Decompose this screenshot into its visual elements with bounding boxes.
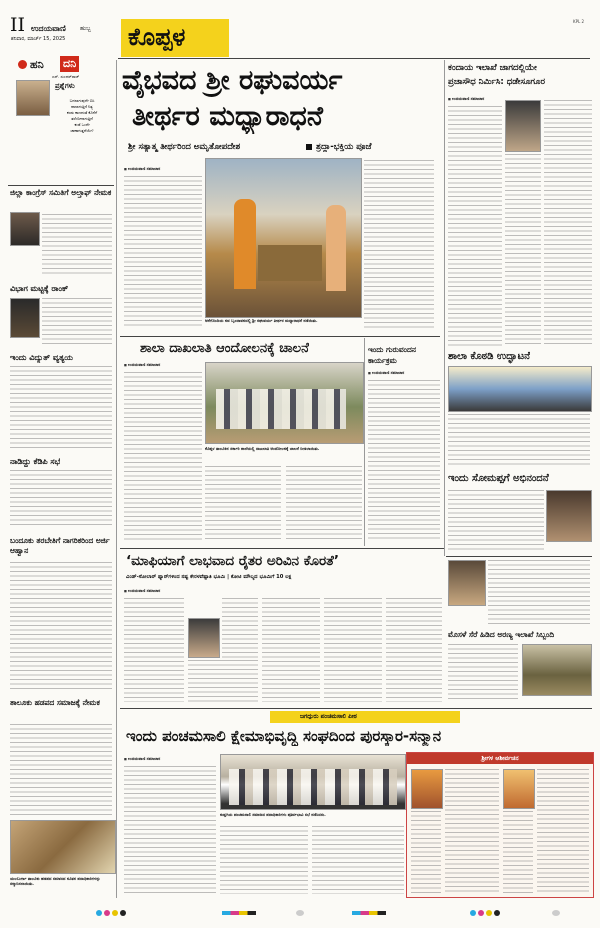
lead-bottom-rule bbox=[120, 336, 440, 337]
print-registration-marks bbox=[0, 908, 600, 922]
right-column-divider bbox=[444, 60, 445, 556]
registration-mark-icon bbox=[470, 910, 476, 916]
bottom-photo bbox=[220, 754, 406, 810]
hani-dani-box bbox=[10, 58, 112, 182]
story1-text bbox=[42, 214, 112, 274]
photo-people bbox=[216, 389, 346, 429]
registration-mark-icon bbox=[478, 910, 484, 916]
right-story3-text bbox=[448, 490, 544, 550]
mafia-text-col4 bbox=[324, 598, 382, 702]
right-story4-headline: ಮೊಸಳೆ ಸೆರೆ ಹಿಡಿದ ಅರಣ್ಯ ಇಲಾಖೆ ಸಿಬ್ಬಂದಿ bbox=[448, 630, 555, 639]
seer-portrait bbox=[411, 769, 443, 809]
mafia-top-rule bbox=[120, 548, 444, 549]
story6-headline: ತಾಲೂಕು ಹಡಪದ ಸಮಾಜಕ್ಕೆ ನೇಮಕ bbox=[10, 698, 100, 707]
bottom-byline: ■ ಉದಯವಾಣಿ ಸಮಾಚಾರ bbox=[124, 756, 160, 761]
seer-portrait bbox=[503, 769, 535, 809]
right-story3-photo bbox=[546, 490, 592, 542]
right-story2-headline: ಶಾಲಾ ಕೊಠಡಿ ಉದ್ಘಾಟನೆ bbox=[448, 351, 531, 362]
poem-line: ಪಾಲಾಗುತ್ತಿದೆ ನಿತ್ಯ bbox=[71, 104, 93, 109]
registration-mark-icon bbox=[104, 910, 110, 916]
corner-code: KPL 2 bbox=[573, 19, 585, 24]
school-photo bbox=[205, 362, 364, 444]
bottom-right-text-4 bbox=[503, 811, 533, 893]
hani-byline: ಎಸ್. ಸುಂದರ್‌ರಾಜ್ bbox=[52, 74, 80, 79]
school-text-col1 bbox=[124, 372, 202, 540]
subhead-separator-icon bbox=[306, 144, 312, 150]
registration-mark-icon bbox=[96, 910, 102, 916]
bottom-kicker: ಜಗದ್ಗುರು ಪಂಚಮಸಾಲಿ ಪೀಠ bbox=[300, 713, 357, 720]
story4-headline: ನಾಡಿದ್ದು ಕೆಡಿಪಿ ಸಭೆ bbox=[10, 457, 61, 466]
lead-headline-line1: ವೈಭವದ ಶ್ರೀ ರಘುವರ್ಯ bbox=[122, 65, 343, 96]
story1-headline: ಜಿಲ್ಲಾ ಕಾಂಗ್ರೆಸ್ ಸಮಿತಿಗೆ ಅಲ್ತಾಫ್ ನೇಮಕ bbox=[10, 188, 112, 197]
right-lead-headline-line1: ಕಂದಾಯ ಇಲಾಖೆ ಜಾಗದಲ್ಲಿಯೇ bbox=[448, 63, 537, 73]
right-story4-text bbox=[448, 644, 518, 702]
school-byline: ■ ಉದಯವಾಣಿ ಸಮಾಚಾರ bbox=[124, 362, 160, 367]
guru-byline: ■ ಉದಯವಾಣಿ ಸಮಾಚಾರ bbox=[368, 370, 404, 375]
bottom-text-col1 bbox=[124, 766, 216, 894]
bottom-kicker-box bbox=[270, 711, 460, 723]
bottom-right-text-2 bbox=[537, 769, 589, 893]
poem-line: ಜಾಣಾಗುತ್ತದೆಯೇ? bbox=[70, 128, 94, 133]
mafia-headline: ‘ಮಾಫಿಯಾಗೆ ಲಾಭವಾದ ರೈತರ ಅರಿವಿನ ಕೊರತೆ’ bbox=[126, 553, 339, 569]
story2-photo bbox=[10, 298, 40, 338]
right-story2-photo bbox=[448, 366, 592, 412]
poem-body bbox=[53, 98, 111, 134]
right-lead-text-col2 bbox=[505, 154, 541, 344]
mafia-text-col2b bbox=[222, 598, 258, 658]
left-column-divider bbox=[116, 60, 117, 898]
date-line: ಶನಿವಾರ, ಮಾರ್ಚ್ 15, 2025 bbox=[11, 36, 66, 42]
poem-line: ಕಂಡೆ ಒಂದೇ bbox=[74, 122, 90, 127]
mafia-text-col2 bbox=[188, 660, 258, 702]
story5-text bbox=[10, 562, 112, 690]
story5-headline: ಬಂದೂಕು ತರಬೇತಿಗೆ ನಾಗರಿಕರಿಂದ ಅರ್ಜಿ ಆಹ್ವಾನ bbox=[10, 536, 110, 555]
photo-figure bbox=[326, 205, 346, 291]
bottom-top-rule bbox=[120, 708, 592, 709]
registration-bar-icon bbox=[222, 911, 256, 915]
registration-mark-icon bbox=[552, 910, 560, 916]
bottom-right-box-title: ಶ್ರೀಗಳ ಆಶೀರ್ವಚನ bbox=[407, 753, 593, 764]
lead-headline-line2: ತೀರ್ಥರ ಮಧ್ಯಾರಾಧನೆ bbox=[132, 101, 323, 132]
middle-divider bbox=[364, 338, 365, 546]
story6-photo bbox=[10, 820, 116, 874]
masthead bbox=[0, 0, 600, 51]
story4-text bbox=[10, 470, 112, 528]
right-lead-text-col1 bbox=[448, 106, 502, 346]
story6-caption: ಯಲಬುರ್ಗಾ ತಾಲೂಕು ಹಡಪದ ಸಮಾಜದ ನೂತನ ಪದಾಧಿಕಾರಿಗಳನ್ನು ಸನ್ಮಾನಿಸಲಾಯಿತು. bbox=[10, 876, 101, 886]
registration-mark-icon bbox=[296, 910, 304, 916]
photo-altar bbox=[258, 245, 322, 281]
poem-line: ತಲೆಯೇನಾಗುತ್ತಿದೆ bbox=[71, 116, 93, 121]
school-text-col3 bbox=[286, 466, 362, 540]
right-story3b-text bbox=[488, 560, 590, 626]
story2-headline: ವಿಭಾಗ ಮಟ್ಟಕ್ಕೆ ರಾಂಕ್ bbox=[10, 284, 69, 293]
mafia-subhead: ವಿಂಡ್-ಸೋಲಾರ್ ಫ್ಯಾನ್‌ಗಳಿಂದ ನಷ್ಟ ಕೇರಳವೆಷ್ಟಾತಿ ಭೂಮಿ | ಕೋಟಿ ಮೌಲ್ಯದ ಭೂಮಿಗೆ 10 ಲಕ್ಷ bbox=[126, 574, 292, 580]
lead-text-col1 bbox=[124, 176, 202, 328]
lead-photo bbox=[205, 158, 362, 318]
story2-text bbox=[42, 298, 112, 344]
mafia-text-col3 bbox=[262, 598, 320, 702]
hani-dani-icon bbox=[18, 60, 27, 69]
dani-label: ದನಿ bbox=[60, 56, 79, 72]
story1-photo bbox=[10, 212, 40, 246]
paper-name: ಉದಯವಾಣಿ bbox=[31, 24, 66, 33]
registration-mark-icon bbox=[494, 910, 500, 916]
mafia-byline: ■ ಉದಯವಾಣಿ ಸಮಾಚಾರ bbox=[124, 588, 160, 593]
story3-headline: ಇಂದು ವಿದ್ಯುತ್ ವ್ಯತ್ಯಯ bbox=[10, 353, 73, 362]
right-lead-photo bbox=[505, 100, 541, 152]
right-lead-headline-line2: ಪ್ರಜಾಸೌಧ ನಿರ್ಮಿಸಿ: ಧಡೇಸೂಗೂರ bbox=[448, 77, 545, 87]
story3-text bbox=[10, 366, 112, 450]
registration-mark-icon bbox=[120, 910, 126, 916]
lead-photo-caption: ಆನೆಗೊಂದಿಯ ನವ ಬೃಂದಾವನದಲ್ಲಿ ಶ್ರೀ ರಘುವರ್ಯ ತೀರ್ಥರ ಮಧ್ಯಾರಾಧನೆ ನಡೆಯಿತು. bbox=[205, 318, 318, 323]
poem-line: ಕಂಡು ಕಾಣದಂತೆ ಕೊನೆಗೆ bbox=[66, 110, 98, 115]
right-story4-photo bbox=[522, 644, 592, 696]
guru-headline: ಇಂದು ಗುರುವಂದನ ಕಾರ್ಯಕ್ರಮ bbox=[368, 345, 416, 365]
right-story2-text bbox=[448, 414, 590, 466]
guru-text bbox=[368, 380, 440, 540]
bottom-right-box bbox=[406, 752, 594, 898]
story6-text bbox=[10, 724, 112, 816]
lead-text-col2 bbox=[364, 160, 434, 328]
bottom-text-col3 bbox=[312, 826, 404, 894]
registration-mark-icon bbox=[112, 910, 118, 916]
mafia-photo bbox=[188, 618, 220, 658]
lead-subhead-b: ಶ್ರದ್ಧಾ-ಭಕ್ತಿಯ ಪೂಜೆ bbox=[316, 142, 372, 152]
school-text-col2 bbox=[205, 466, 281, 540]
column-divider bbox=[8, 185, 114, 186]
right-story3b-photo bbox=[448, 560, 486, 606]
poet-avatar bbox=[16, 80, 50, 116]
mafia-text-col1 bbox=[124, 598, 184, 702]
poem-line: ಬದಲಾಗುವುದೇ ಬಿಸಿ bbox=[69, 98, 95, 103]
bottom-headline: ಇಂದು ಪಂಚಮಸಾಲಿ ಕ್ಷೇಮಾಭಿವೃದ್ಧಿ ಸಂಘದಿಂದ ಪುರಸ್ಕಾರ-ಸನ್ಮಾನ bbox=[126, 727, 442, 745]
school-photo-caption: ಕೊಪ್ಪಳ ತಾಲೂಕಿನ ಸರ್ಕಾರಿ ಶಾಲೆಯಲ್ಲಿ ದಾಖಲಾತಿ ಆಂದೋಲನಕ್ಕೆ ಚಾಲನೆ ನೀಡಲಾಯಿತು. bbox=[205, 446, 320, 451]
edition-name: ಹುಬ್ಬ bbox=[80, 25, 91, 32]
bottom-photo-caption: ಕುಷ್ಟಗಿಯ ಪಂಚಮಸಾಲಿ ಸಮಾಜದ ಪದಾಧಿಕಾರಿಗಳು ಪೂರ್ವಭಾವಿ ಸಭೆ ನಡೆಸಿದರು. bbox=[220, 812, 326, 817]
lead-byline: ■ ಉದಯವಾಣಿ ಸಮಾಚಾರ bbox=[124, 166, 160, 171]
hani-label: ಹನಿ bbox=[30, 58, 44, 71]
registration-mark-icon bbox=[486, 910, 492, 916]
mafia-text-col5 bbox=[386, 598, 442, 702]
right-story3-headline: ಇಂದು ಸೋಮಪ್ಪಗೆ ಅಭಿನಂದನೆ bbox=[448, 473, 549, 484]
mid-right-rule bbox=[446, 556, 592, 557]
bottom-right-text-1 bbox=[445, 769, 499, 893]
registration-bar-icon bbox=[352, 911, 386, 915]
section-title: ಕೊಪ್ಪಳ bbox=[128, 23, 186, 51]
photo-figure bbox=[234, 199, 256, 289]
masthead-divider bbox=[118, 58, 590, 59]
page-number: II bbox=[10, 14, 26, 36]
school-headline: ಶಾಲಾ ದಾಖಲಾತಿ ಆಂದೋಲನಕ್ಕೆ ಚಾಲನೆ bbox=[140, 341, 309, 356]
right-lead-text-col3 bbox=[544, 100, 592, 344]
bottom-right-text-3 bbox=[411, 811, 441, 893]
right-lead-byline: ■ ಉದಯವಾಣಿ ಸಮಾಚಾರ bbox=[448, 96, 484, 101]
lead-subhead-a: ಶ್ರೀ ಸತ್ಯಾತ್ಮ ತೀರ್ಥರಿಂದ ಅಮೃತೋಪದೇಶ bbox=[128, 142, 241, 152]
poem-title: ಪ್ರಶ್ನೆಗಳು bbox=[55, 82, 75, 90]
bottom-text-col2 bbox=[220, 826, 308, 894]
photo-people bbox=[229, 769, 397, 805]
